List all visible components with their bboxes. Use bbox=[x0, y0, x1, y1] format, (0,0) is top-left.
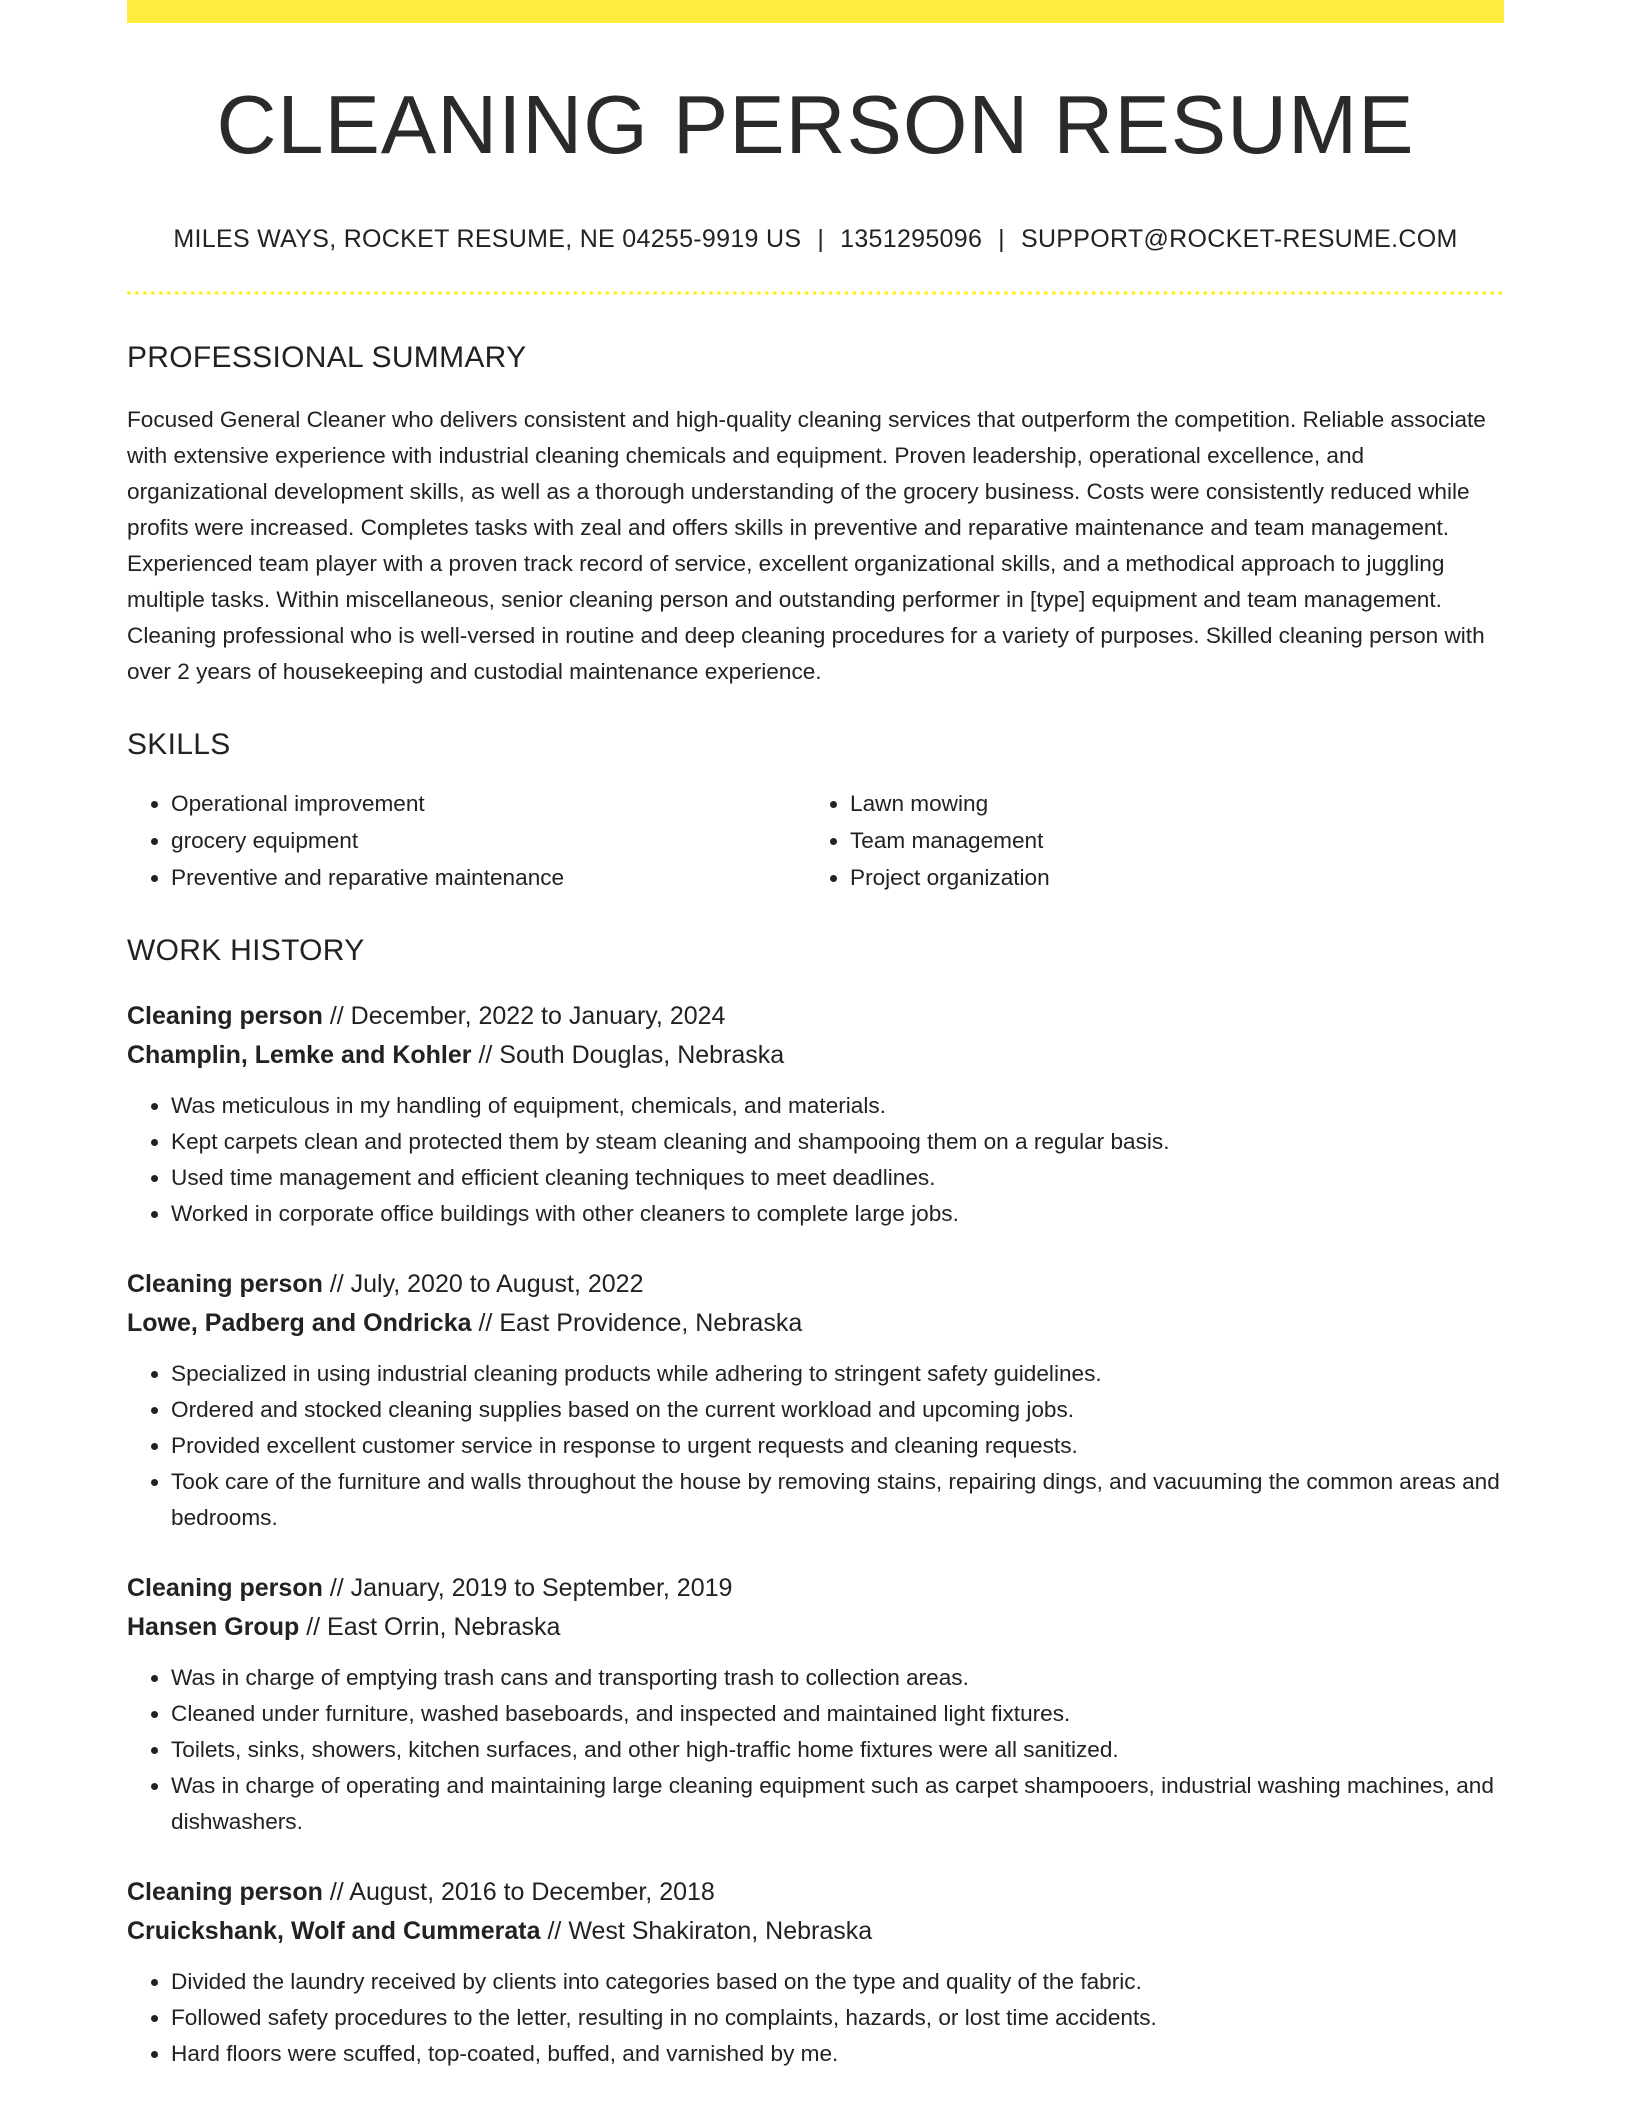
skills-list bbox=[127, 785, 1504, 896]
job-title-line bbox=[127, 1873, 1504, 1912]
resume-page bbox=[127, 0, 1504, 2072]
job-bullet: • Specialized in using industrial cleaning products while adhering to stringent safety guidelines. bbox=[171, 1356, 1504, 1392]
job-bullet: • Provided excellent customer service in response to urgent requests and cleaning requests. bbox=[171, 1428, 1504, 1464]
job-company: Hansen Group bbox=[127, 1613, 300, 1641]
work-history-list bbox=[127, 997, 1504, 2072]
job-location: // East Orrin, Nebraska bbox=[299, 1613, 561, 1641]
job-bullets bbox=[127, 1660, 1504, 1840]
job-company-line bbox=[127, 1036, 1504, 1075]
job-bullet: • Divided the laundry received by clients into categories based on the type and quality of the fabric. bbox=[171, 1964, 1504, 2000]
skill-item: • Lawn mowing bbox=[850, 785, 1490, 822]
job-title-line bbox=[127, 1265, 1504, 1304]
skill-item: • Operational improvement bbox=[171, 785, 806, 822]
job-bullet: • Toilets, sinks, showers, kitchen surfaces, and other high-traffic home fixtures were all sanitized. bbox=[171, 1732, 1504, 1768]
job-bullet: • Kept carpets clean and protected them by steam cleaning and shampooing them on a regular basis. bbox=[171, 1124, 1504, 1160]
job-role: Cleaning person bbox=[127, 1270, 323, 1298]
job-dates: // July, 2020 to August, 2022 bbox=[322, 1270, 644, 1298]
contact-address: MILES WAYS, ROCKET RESUME, NE 04255-9919 US bbox=[173, 225, 802, 253]
job-entry bbox=[127, 997, 1504, 1232]
contact-line bbox=[127, 227, 1504, 252]
resume-title: CLEANING PERSON RESUME bbox=[216, 78, 1415, 171]
job-location: // West Shakiraton, Nebraska bbox=[540, 1917, 873, 1945]
skill-item: • Team management bbox=[850, 822, 1490, 859]
skills-column-left bbox=[127, 785, 806, 896]
job-dates: // January, 2019 to September, 2019 bbox=[322, 1574, 733, 1602]
section-heading-summary: PROFESSIONAL SUMMARY bbox=[127, 341, 527, 374]
job-entry bbox=[127, 1265, 1504, 1536]
job-bullet: • Used time management and efficient cleaning techniques to meet deadlines. bbox=[171, 1160, 1504, 1196]
contact-phone: 1351295096 bbox=[840, 225, 983, 253]
job-bullet: • Was in charge of emptying trash cans and transporting trash to collection areas. bbox=[171, 1660, 1504, 1696]
skill-item: • grocery equipment bbox=[171, 822, 806, 859]
job-bullets bbox=[127, 1356, 1504, 1536]
job-title-line bbox=[127, 1569, 1504, 1608]
job-title-line bbox=[127, 997, 1504, 1036]
job-bullet: • Cleaned under furniture, washed baseboards, and inspected and maintained light fixtures. bbox=[171, 1696, 1504, 1732]
job-role: Cleaning person bbox=[127, 1878, 323, 1906]
job-bullets bbox=[127, 1964, 1504, 2072]
job-bullets bbox=[127, 1088, 1504, 1232]
summary-text: Focused General Cleaner who delivers consistent and high-quality cleaning services that outperform the competition. Reliable associate with extensive experience with industrial cleaning chemicals and equipment. Proven leadership, operational excellence, and organizational development skills, as well as a thorough understanding of the grocery business. Costs were consistently reduced while profits were increased. Completes tasks with zeal and offers skills in preventive and reparative maintenance and team management. Experienced team player with a proven track record of service, excellent organizational skills, and a methodical approach to juggling multiple tasks. Within miscellaneous, senior cleaning person and outstanding performer in [type] equipment and team management. Cleaning professional who is well-versed in routine and deep cleaning procedures for a variety of purposes. Skilled cleaning person with over 2 years of housekeeping and custodial maintenance experience. bbox=[127, 407, 1486, 684]
job-dates: // August, 2016 to December, 2018 bbox=[322, 1878, 715, 1906]
job-entry bbox=[127, 1873, 1504, 2072]
section-heading-work-history: WORK HISTORY bbox=[127, 934, 365, 967]
skills-column-right bbox=[806, 785, 1490, 896]
job-entry bbox=[127, 1569, 1504, 1840]
job-company-line bbox=[127, 1608, 1504, 1647]
job-location: // South Douglas, Nebraska bbox=[471, 1041, 785, 1069]
job-company-line bbox=[127, 1912, 1504, 1951]
job-role: Cleaning person bbox=[127, 1002, 323, 1030]
contact-separator: | bbox=[998, 225, 1005, 253]
job-company-line bbox=[127, 1304, 1504, 1343]
job-bullet: • Took care of the furniture and walls throughout the house by removing stains, repairing dings, and vacuuming the common areas and bedrooms. bbox=[171, 1464, 1504, 1536]
job-bullet: • Was meticulous in my handling of equipment, chemicals, and materials. bbox=[171, 1088, 1504, 1124]
job-bullet: • Ordered and stocked cleaning supplies based on the current workload and upcoming jobs. bbox=[171, 1392, 1504, 1428]
dotted-divider bbox=[127, 291, 1504, 295]
job-company: Lowe, Padberg and Ondricka bbox=[127, 1309, 472, 1337]
job-bullet: • Was in charge of operating and maintaining large cleaning equipment such as carpet shampooers, industrial washing machines, and dishwashers. bbox=[171, 1768, 1504, 1840]
skill-item: • Project organization bbox=[850, 859, 1490, 896]
job-company: Cruickshank, Wolf and Cummerata bbox=[127, 1917, 541, 1945]
job-bullet: • Worked in corporate office buildings with other cleaners to complete large jobs. bbox=[171, 1196, 1504, 1232]
job-location: // East Providence, Nebraska bbox=[471, 1309, 803, 1337]
job-bullet: • Followed safety procedures to the letter, resulting in no complaints, hazards, or lost time accidents. bbox=[171, 2000, 1504, 2036]
job-bullet: • Hard floors were scuffed, top-coated, buffed, and varnished by me. bbox=[171, 2036, 1504, 2072]
job-dates: // December, 2022 to January, 2024 bbox=[322, 1002, 726, 1030]
job-role: Cleaning person bbox=[127, 1574, 323, 1602]
contact-email: SUPPORT@ROCKET-RESUME.COM bbox=[1020, 225, 1458, 253]
contact-separator: | bbox=[817, 225, 825, 253]
skill-item: • Preventive and reparative maintenance bbox=[171, 859, 806, 896]
accent-top-bar bbox=[127, 0, 1504, 23]
section-heading-skills: SKILLS bbox=[127, 728, 231, 761]
job-company: Champlin, Lemke and Kohler bbox=[127, 1041, 472, 1069]
